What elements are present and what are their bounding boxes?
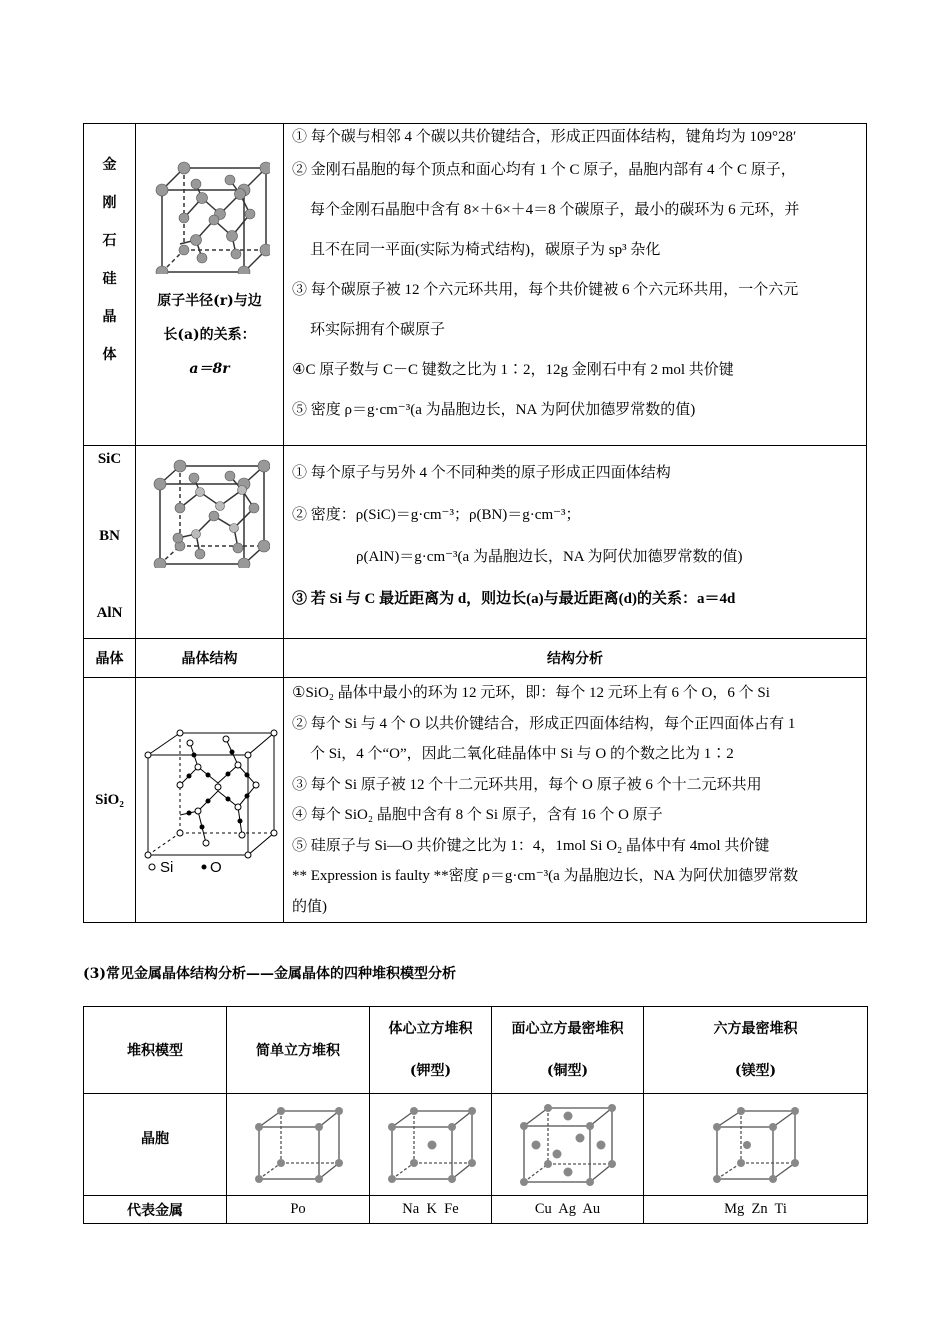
header-text: 体心立方堆积: [388, 1021, 473, 1037]
header-crystal: 晶体: [84, 639, 136, 678]
header-text: 面心立方最密堆积: [511, 1021, 624, 1037]
analysis-line: ① 每个原子与另外 4 个不同种类的原子形成正四面体结构: [292, 465, 671, 481]
relation-text: 长(a)的关系：: [163, 327, 256, 343]
analysis-line: ① 每个碳与相邻 4 个碳以共价键结合，形成正四面体结构，键角均为 109°28′: [292, 129, 797, 145]
analysis-line: ** Expression is faulty **密度 ρ＝g·cm⁻³(a 为晶胞边长，NA 为阿伏加德罗常数: [292, 868, 799, 884]
crystal-structure-table: [83, 123, 867, 923]
label-char: 石: [102, 233, 117, 249]
analysis-line: ρ(AlN)＝g·cm⁻³(a 为晶胞边长，NA 为阿伏加德罗常数的值): [356, 549, 743, 565]
simple-cubic-image-cell: [227, 1094, 370, 1196]
analysis-line: ② 密度：ρ(SiC)＝g·cm⁻³；ρ(BN)＝g·cm⁻³；: [292, 507, 581, 523]
analysis-line: ⑤ 密度 ρ＝g·cm⁻³(a 为晶胞边长，NA 为阿伏加德罗常数的值): [292, 402, 696, 418]
sic-label-cell: [84, 446, 136, 639]
header-hcp: [644, 1007, 868, 1094]
row-label: 晶胞: [141, 1131, 169, 1147]
analysis-line: 的值): [292, 898, 327, 915]
hcp-diagram: [711, 1105, 801, 1185]
legend-si: Si: [159, 859, 173, 875]
header-bcc: [370, 1007, 492, 1094]
analysis-line: ⑤ 硅原子与 Si—O 共价键之比为 1：4，1mol Si O₂ 晶体中有 4mol 共价键: [292, 837, 770, 854]
diamond-structure-cell: [136, 124, 284, 446]
header-simple-cubic: [227, 1007, 370, 1094]
hcp-image-cell: [644, 1094, 868, 1196]
section-title: (3)常见金属晶体结构分析——金属晶体的四种堆积模型分析: [83, 966, 456, 982]
diamond-label-cell: [84, 124, 136, 446]
analysis-line: ② 金刚石晶胞的每个顶点和面心均有 1 个 C 原子，晶胞内部有 4 个 C 原子，: [292, 162, 796, 178]
compound-label: SiC: [97, 451, 122, 467]
header-text: 堆积模型: [127, 1043, 183, 1059]
relation-text: 原子半径(r)与边: [157, 293, 262, 309]
fcc-diagram: [518, 1102, 618, 1188]
sio2-structure-cell: [136, 678, 284, 923]
analysis-line: ② 每个 Si 与 4 个 O 以共价键结合，形成正四面体结构，每个正四面体占有 1: [292, 715, 796, 732]
bcc-image-cell: [370, 1094, 492, 1196]
analysis-line: ③ 每个 Si 原子被 12 个十二元环共用，每个 O 原子被 6 个十二元环共用: [292, 776, 762, 793]
header-subtext: (镁型): [734, 1063, 777, 1079]
row-label-cell: [84, 1196, 227, 1224]
row-label: 代表金属: [127, 1202, 183, 1219]
diamond-analysis-cell: [284, 124, 867, 446]
analysis-line: 且不在同一平面(实际为椅式结构)，碳原子为 sp³ 杂化: [310, 242, 661, 258]
metal-simple-cubic: Po: [227, 1196, 370, 1224]
analysis-line: ③ 若 Si 与 C 最近距离为 d，则边长(a)与最近距离(d)的关系：a＝4d: [292, 591, 736, 607]
metal-bcc: Na K Fe: [370, 1196, 492, 1224]
simple-cubic-diagram: [253, 1105, 343, 1185]
sio2-cell-diagram: [140, 725, 280, 875]
header-fcc: [492, 1007, 644, 1094]
metal-fcc: Cu Ag Au: [492, 1196, 644, 1224]
compound-label: SiO₂: [95, 792, 124, 808]
analysis-line: ③ 每个碳原子被 12 个六元环共用，每个共价键被 6 个六元环共用，一个六元: [292, 282, 799, 298]
sic-analysis-cell: [284, 446, 867, 639]
sio2-analysis-cell: [284, 678, 867, 923]
header-structure: 晶体结构: [136, 639, 284, 678]
header-text: 简单立方堆积: [256, 1043, 340, 1059]
relation-formula: a＝8r: [189, 361, 230, 377]
analysis-line: ①SiO₂ 晶体中最小的环为 12 元环，即：每个 12 元环上有 6 个 O，6 个 Si: [292, 685, 770, 701]
header-subtext: (钾型): [409, 1063, 452, 1079]
label-char: 金: [102, 157, 117, 173]
label-char: 晶: [102, 309, 117, 325]
header-subtext: (铜型): [546, 1063, 589, 1079]
compound-label: BN: [99, 528, 120, 544]
analysis-line: ④C 原子数与 C－C 键数之比为 1∶2，12g 金刚石中有 2 mol 共价键: [292, 362, 734, 378]
legend-o: O: [209, 859, 222, 875]
sio2-label-cell: [84, 678, 136, 923]
row-label-cell: [84, 1094, 227, 1196]
metal-hcp: Mg Zn Ti: [644, 1196, 868, 1224]
bcc-diagram: [386, 1105, 476, 1185]
header-packing-model: [84, 1007, 227, 1094]
sic-cell-diagram: [150, 458, 270, 568]
label-char: 体: [102, 347, 117, 363]
compound-label: AlN: [96, 605, 123, 621]
analysis-line: 环实际拥有个碳原子: [310, 322, 446, 338]
analysis-line: ④ 每个 SiO₂ 晶胞中含有 8 个 Si 原子，含有 16 个 O 原子: [292, 807, 663, 823]
header-analysis: 结构分析: [284, 639, 867, 678]
sic-structure-cell: [136, 446, 284, 639]
metal-packing-table: [83, 1006, 868, 1224]
analysis-line: 每个金刚石晶胞中含有 8×＋6×＋4＝8 个碳原子，最小的碳环为 6 元环，并: [310, 202, 800, 218]
diamond-cell-diagram: [150, 154, 270, 274]
label-char: 刚: [102, 195, 117, 211]
header-text: 六方最密堆积: [713, 1021, 798, 1037]
analysis-line: 个 Si，4 个“O”，因此二氧化硅晶体中 Si 与 O 的个数之比为 1∶2: [310, 746, 734, 762]
fcc-image-cell: [492, 1094, 644, 1196]
label-char: 硅: [102, 271, 117, 287]
